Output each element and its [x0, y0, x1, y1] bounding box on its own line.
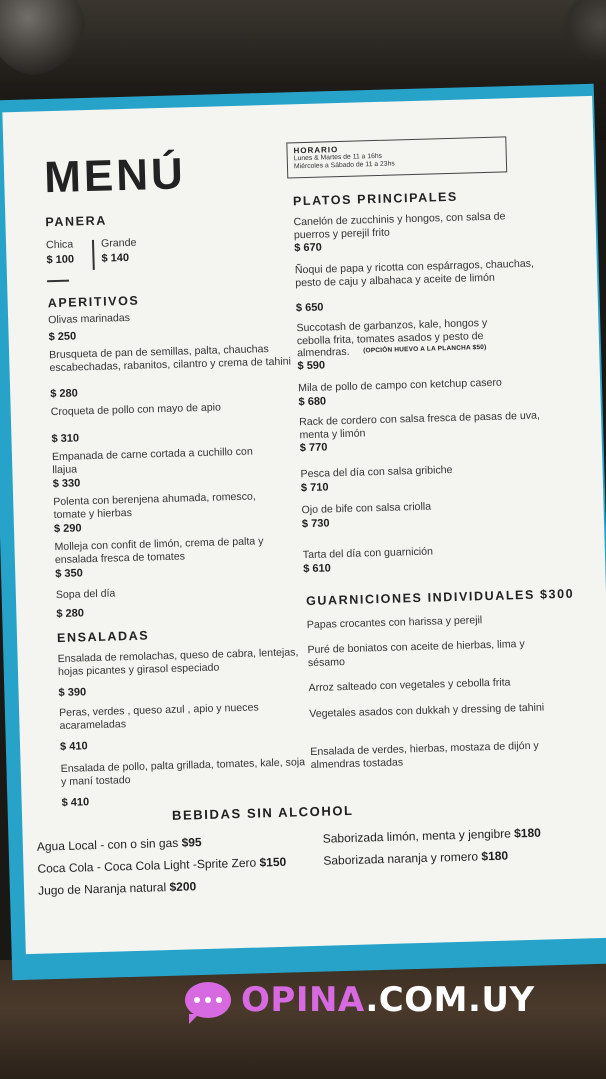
aperitivo-price: $ 310 — [51, 432, 80, 446]
guarnicion-item: Ensalada de verdes, hierbas, mostaza de dijón y almendras tostadas — [310, 739, 539, 771]
panera-chica-price: $ 100 — [46, 253, 75, 267]
bebida-name: Saborizada limón, menta y jengibre — [322, 826, 511, 846]
plato-price: $ 590 — [297, 359, 326, 373]
hours-line-1: Lunes & Martes de 11 a 16hs — [293, 152, 383, 163]
hours-title: HORARIO — [293, 145, 339, 156]
plato-price: $ 770 — [299, 441, 328, 455]
plato-price: $ 730 — [301, 517, 330, 531]
plato-name: Rack de cordero con salsa fresca de pasas de uva, menta y limón — [298, 409, 541, 441]
plato-name: Tarta del día con guarnición — [302, 545, 434, 562]
guarnicion-item: Puré de boniatos con aceite de hierbas, lima y sésamo — [307, 638, 525, 669]
plato-price: $ 670 — [294, 241, 322, 255]
panera-chica-label: Chica — [45, 238, 74, 252]
plato-name: Ñoqui de papa y ricotta con espárragos, chauchas, pesto de caju y albahaca y aceite de limón — [294, 257, 535, 289]
bebida-name: Agua Local - con o sin gas — [36, 835, 179, 854]
guarniciones-heading: GUARNICIONES INDIVIDUALES $300 — [305, 586, 575, 609]
aperitivo-name: Polenta con berenjena ahumada, romesco, tomate y hierbas — [53, 490, 256, 521]
guarnicion-item: Arroz salteado con vegetales y cebolla frita — [308, 676, 511, 695]
bebida-item — [37, 835, 202, 854]
panera-underline — [47, 280, 69, 282]
guarnicion-item: Vegetales asados con dukkah y dressing de tahini — [309, 701, 545, 721]
bubble-dot — [194, 997, 200, 1003]
panera-grande-label: Grande — [100, 236, 137, 250]
plato-price: $ 680 — [298, 395, 327, 409]
bebida-price: $180 — [513, 825, 542, 841]
aperitivo-name: Croqueta de pollo con mayo de apio — [50, 401, 222, 419]
aperitivo-price: $ 290 — [53, 522, 82, 536]
bubble-dot — [216, 997, 222, 1003]
aperitivo-price: $ 280 — [50, 387, 78, 401]
aperitivo-name: Molleja con confit de limón, crema de palta y ensalada fresca de tomates — [54, 535, 264, 566]
hours-box — [286, 136, 507, 178]
bubble-dot — [205, 997, 211, 1003]
bebida-item — [323, 826, 541, 846]
aperitivo-price: $ 250 — [48, 330, 77, 344]
aperitivo-price: $ 330 — [52, 477, 81, 491]
plato-name: Ojo de bife con salsa criolla — [301, 500, 432, 517]
ensalada-name: Peras, verdes , queso azul , apio y nueces acarameladas — [58, 701, 259, 732]
hours-line-2: Miércoles a Sábado de 11 a 23hs — [293, 160, 395, 171]
platos-heading: PLATOS PRINCIPALES — [292, 189, 459, 209]
ensalada-price: $ 410 — [59, 740, 88, 754]
plato-price: $ 610 — [303, 562, 331, 576]
menu-paper — [2, 96, 606, 954]
plato-name: Pesca del día con salsa gribiche — [300, 463, 453, 481]
guarnicion-item: Papas crocantes con harissa y perejil — [306, 614, 483, 632]
aperitivo-price: $ 280 — [56, 607, 85, 621]
plato-name: Succotash de garbanzos, kale, hongos y cebolla frita, tomates asados y pesto de almendras. — [296, 316, 488, 360]
menu-sheet — [2, 96, 606, 954]
panera-heading: PANERA — [45, 213, 108, 230]
plato-name: Mila de pollo de campo con ketchup casero — [298, 376, 503, 395]
ensalada-name: Ensalada de remolachas, queso de cabra, lentejas, hojas picantes y girasol especiado — [57, 646, 299, 678]
plato-name: Canelón de zucchinis y hongos, con salsa de puerros y perejil frito — [293, 210, 506, 241]
watermark-name: OPINA — [241, 980, 366, 1020]
aperitivo-name: Olivas marinadas — [48, 311, 131, 327]
bebida-item — [323, 849, 508, 868]
panera-divider — [92, 240, 94, 270]
menu-title: MENÚ — [43, 149, 187, 203]
ensalada-name: Ensalada de pollo, palta grillada, tomates, kale, soja y maní tostado — [60, 756, 306, 788]
ensaladas-heading: ENSALADAS — [56, 628, 150, 646]
plato-note: (OPCIÓN HUEVO A LA PLANCHA $50) — [363, 343, 487, 355]
watermark-text — [241, 980, 535, 1020]
ensalada-price: $ 410 — [61, 796, 90, 810]
bebida-name: Jugo de Naranja natural — [37, 880, 167, 898]
bebida-name: Saborizada naranja y romero — [323, 849, 479, 868]
plato-price: $ 650 — [295, 301, 324, 315]
bebida-price: $180 — [481, 848, 509, 864]
opina-watermark — [185, 978, 535, 1022]
panera-grande-price: $ 140 — [101, 251, 130, 265]
aperitivo-name: Brusqueta de pan de semillas, palta, chauchas escabechadas, rabanitos, cilantro y crema de tahini — [48, 343, 292, 374]
bebida-price: $200 — [169, 879, 197, 895]
aperitivos-heading: APERITIVOS — [47, 293, 140, 311]
ensalada-price: $ 390 — [58, 686, 87, 700]
bebida-price: $95 — [181, 835, 202, 850]
chat-bubble-icon — [185, 982, 231, 1018]
bebida-price: $150 — [259, 854, 287, 870]
bebida-item — [37, 855, 286, 876]
aperitivo-name: Sopa del día — [55, 587, 116, 602]
bebida-name: Coca Cola - Coca Cola Light -Sprite Zero — [37, 855, 257, 876]
aperitivo-name: Empanada de carne cortada a cuchillo con llajua — [51, 445, 253, 476]
plato-price: $ 710 — [300, 481, 329, 495]
aperitivo-price: $ 350 — [55, 567, 83, 581]
watermark-domain: .COM.UY — [365, 980, 535, 1020]
bebida-item — [38, 879, 196, 897]
bebidas-heading: BEBIDAS SIN ALCOHOL — [171, 802, 354, 823]
